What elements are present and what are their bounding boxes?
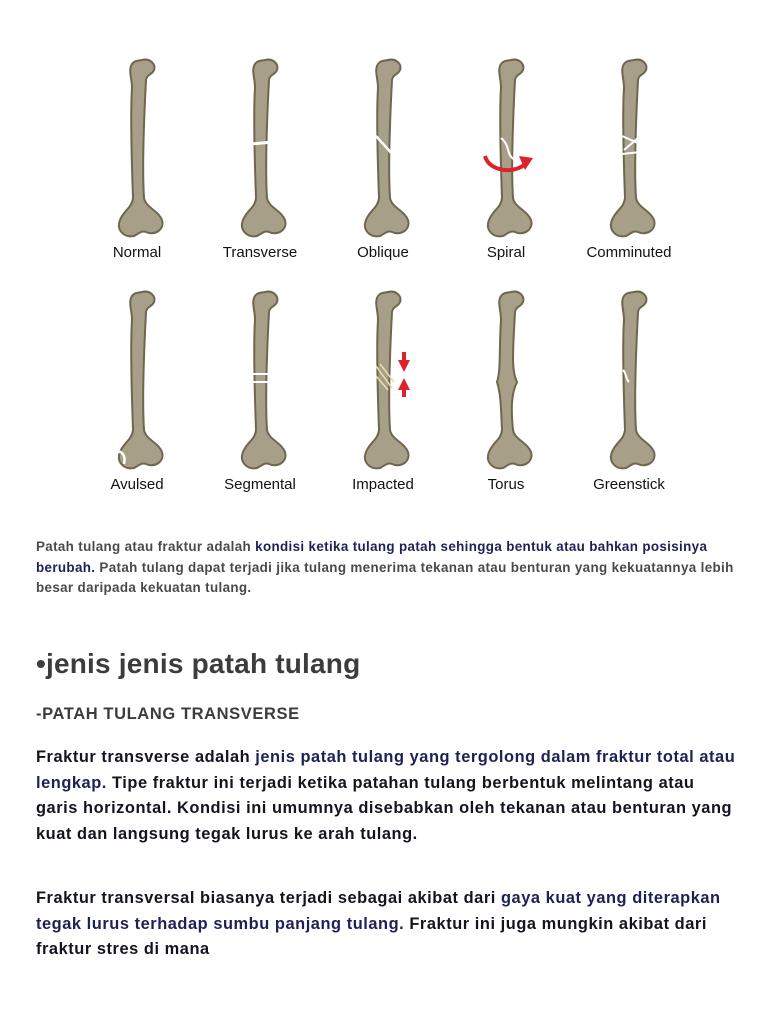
intro-paragraph xyxy=(36,537,736,599)
section-heading: •jenis jenis patah tulang xyxy=(36,648,361,679)
bone-label: Spiral xyxy=(486,244,526,261)
body-paragraph xyxy=(36,886,736,963)
bone-label: Torus xyxy=(487,476,525,493)
bone-transverse-image xyxy=(225,58,295,238)
bone-label: Transverse xyxy=(222,244,298,261)
body-paragraph xyxy=(36,745,736,847)
bone-normal-image xyxy=(102,58,172,238)
bone-impacted-image xyxy=(348,290,418,470)
bone-avulsed xyxy=(75,290,199,493)
body-text: Fraktur transverse adalah xyxy=(36,748,256,766)
bone-greenstick-image xyxy=(594,290,664,470)
bone-label: Oblique xyxy=(357,244,409,261)
intro-text: Patah tulang atau fraktur adalah xyxy=(36,539,256,554)
compress-arrow-up-icon xyxy=(398,378,410,390)
bone-oblique xyxy=(321,58,445,261)
bone-label: Greenstick xyxy=(593,476,665,493)
bone-impacted xyxy=(321,290,445,493)
bone-transverse xyxy=(198,58,322,261)
bone-greenstick xyxy=(567,290,691,493)
bone-torus xyxy=(444,290,568,493)
section-subheading: -PATAH TULANG TRANSVERSE xyxy=(36,705,300,723)
bone-avulsed-image xyxy=(102,290,172,470)
bone-label: Avulsed xyxy=(110,476,164,493)
body-highlight: jenis patah tulang yang tergolong dalam fraktur total atau lengkap. xyxy=(36,748,736,792)
bone-label: Comminuted xyxy=(586,244,672,261)
body-text: Fraktur transversal biasanya terjadi sebagai akibat dari xyxy=(36,889,501,907)
body-highlight: gaya kuat yang diterapkan tegak lurus terhadap sumbu panjang tulang. xyxy=(36,889,721,933)
bone-label: Impacted xyxy=(352,476,414,493)
bone-label: Segmental xyxy=(224,476,296,493)
bone-torus-image xyxy=(471,290,541,470)
body-text: Tipe fraktur ini terjadi ketika patahan tulang berbentuk melintang atau garis horizontal. Kondisi ini umumnya disebabkan oleh tekanan atau benturan yang kuat dan langsung tegak lurus ke arah tulang. xyxy=(36,773,733,843)
bone-segmental xyxy=(198,290,322,493)
intro-highlight: kondisi ketika tulang patah sehingga bentuk atau bahkan posisinya berubah. xyxy=(36,539,708,575)
bone-normal xyxy=(75,58,199,261)
bone-segmental-image xyxy=(225,290,295,470)
bone-spiral-image xyxy=(471,58,541,238)
bone-oblique-image xyxy=(348,58,418,238)
fracture-types-figure xyxy=(70,50,710,510)
compress-arrow-down-icon xyxy=(398,360,410,372)
bone-label: Normal xyxy=(112,244,162,261)
body-text: Fraktur ini juga mungkin akibat dari fraktur stres di mana xyxy=(36,914,707,958)
intro-text: Patah tulang dapat terjadi jika tulang menerima tekanan atau benturan yang kekuatannya lebih besar daripada kekuatan tulang. xyxy=(36,559,734,595)
bone-comminuted-image xyxy=(594,58,664,238)
bone-comminuted xyxy=(567,58,691,261)
bone-spiral xyxy=(444,58,568,261)
